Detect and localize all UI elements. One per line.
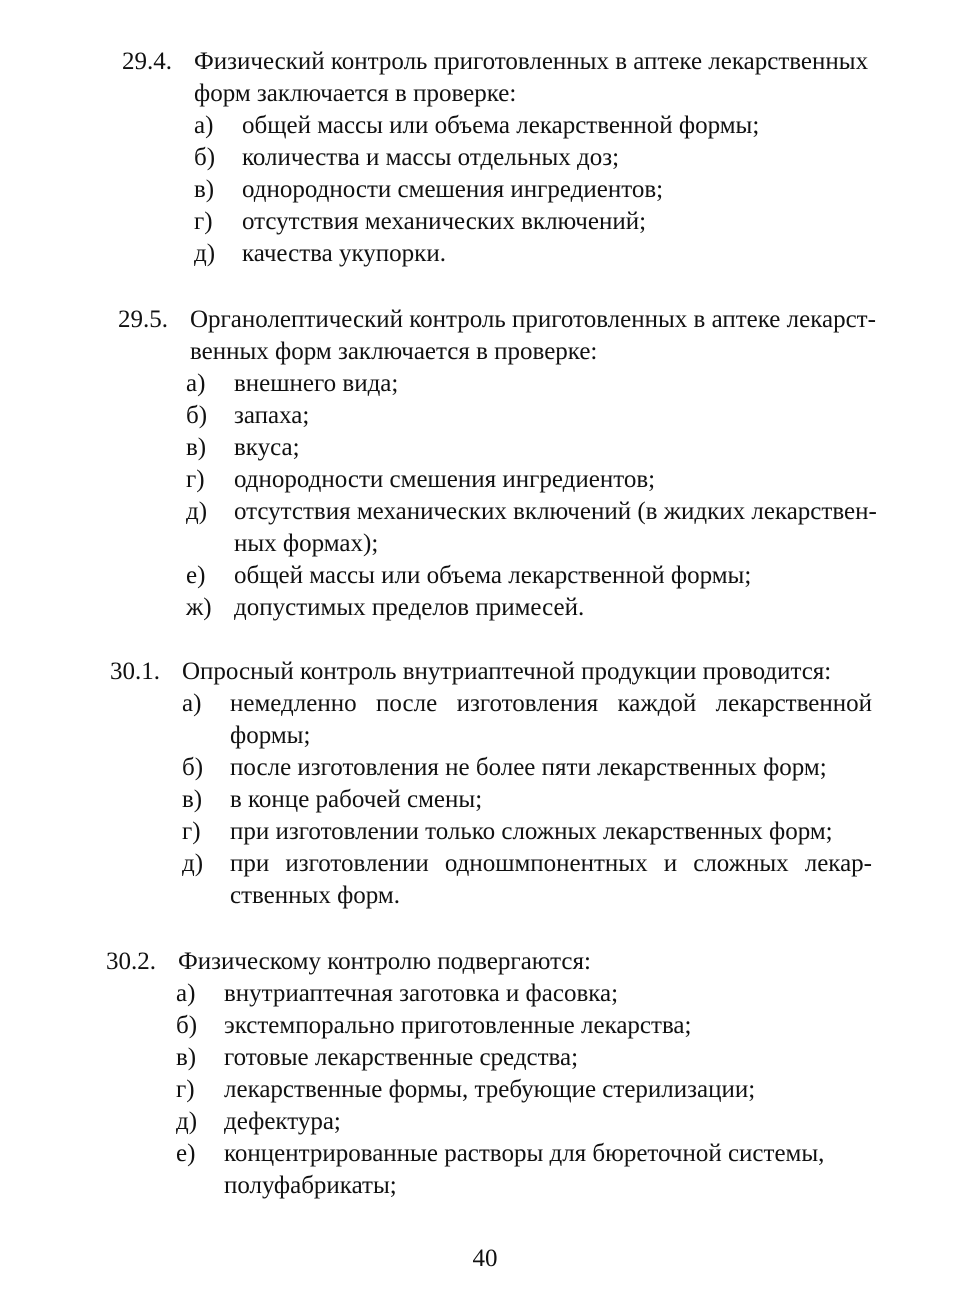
option-text: концентрированные растворы для бюреточной системы, полуфабрикаты; — [224, 1140, 825, 1199]
option-letter: в) — [186, 434, 207, 461]
answer-option — [194, 142, 882, 174]
option-letter: г) — [182, 818, 201, 845]
option-letter: а) — [176, 980, 196, 1007]
option-text: немедленно после изготовления каждой лекарственной формы; — [230, 690, 872, 749]
option-text: внешнего вида; — [234, 370, 399, 397]
answer-option — [194, 238, 882, 270]
option-letter: г) — [194, 208, 213, 235]
answer-option — [186, 592, 880, 624]
question-number: 30.2. — [106, 948, 156, 975]
answer-option — [176, 978, 868, 1010]
question-header — [118, 304, 880, 368]
option-text: внутриаптечная заготовка и фасовка; — [224, 980, 619, 1007]
option-letter: д) — [186, 498, 208, 525]
question-30-2 — [106, 946, 868, 1202]
option-letter: е) — [176, 1140, 196, 1167]
page-number: 40 — [472, 1245, 498, 1272]
option-text: однородности смешения ингредиентов; — [242, 176, 664, 203]
answer-option — [186, 368, 880, 400]
option-text: количества и массы отдельных доз; — [242, 144, 620, 171]
option-letter: а) — [194, 112, 214, 139]
option-letter: б) — [182, 754, 204, 781]
question-header — [122, 46, 882, 110]
option-text: готовые лекарственные средства; — [224, 1044, 579, 1071]
answer-option — [176, 1074, 868, 1106]
answer-option — [194, 206, 882, 238]
answer-option — [194, 174, 882, 206]
question-29-4 — [122, 46, 882, 270]
option-letter: е) — [186, 562, 206, 589]
option-text: при изготовлении одношмпонентных и сложных лекар-ственных форм. — [230, 850, 872, 909]
option-text: однородности смешения ингредиентов; — [234, 466, 656, 493]
question-number: 29.5. — [118, 306, 168, 333]
answer-option — [182, 784, 872, 816]
answer-option — [176, 1106, 868, 1138]
option-text: качества укупорки. — [242, 240, 446, 267]
answer-options — [182, 688, 872, 912]
answer-option — [182, 816, 872, 848]
answer-option — [182, 688, 872, 752]
option-letter: в) — [194, 176, 215, 203]
option-text: дефектура; — [224, 1108, 341, 1135]
option-text: допустимых пределов примесей. — [234, 594, 585, 621]
option-text: экстемпорально приготовленные лекарства; — [224, 1012, 692, 1039]
option-text: после изготовления не более пяти лекарственных форм; — [230, 754, 827, 781]
option-letter: б) — [186, 402, 208, 429]
answer-option — [194, 110, 882, 142]
option-letter: г) — [176, 1076, 195, 1103]
option-letter: ж) — [186, 594, 212, 621]
answer-options — [186, 368, 880, 624]
question-header — [110, 656, 872, 688]
answer-option — [186, 496, 880, 560]
answer-option — [176, 1010, 868, 1042]
answer-option — [186, 432, 880, 464]
answer-option — [176, 1042, 868, 1074]
option-letter: д) — [182, 850, 204, 877]
question-number: 30.1. — [110, 658, 160, 685]
option-text: отсутствия механических включений; — [242, 208, 647, 235]
option-text: отсутствия механических включений (в жидких лекарствен-ных формах); — [234, 498, 877, 557]
option-text: лекарственные формы, требующие стерилизации; — [224, 1076, 756, 1103]
option-text: общей массы или объема лекарственной формы; — [242, 112, 760, 139]
question-text: Физическому контролю подвергаются: — [178, 948, 591, 975]
option-letter: д) — [194, 240, 216, 267]
option-letter: в) — [182, 786, 203, 813]
option-letter: д) — [176, 1108, 198, 1135]
question-header — [106, 946, 868, 978]
question-number: 29.4. — [122, 48, 172, 75]
answer-options — [176, 978, 868, 1202]
option-text: в конце рабочей смены; — [230, 786, 483, 813]
option-text: вкуса; — [234, 434, 300, 461]
answer-option — [186, 560, 880, 592]
question-text: Органолептический контроль приготовленных в аптеке лекарст-венных форм заключается в проверке: — [190, 306, 876, 365]
option-text: при изготовлении только сложных лекарственных форм; — [230, 818, 833, 845]
option-letter: в) — [176, 1044, 197, 1071]
answer-option — [186, 464, 880, 496]
answer-option — [182, 752, 872, 784]
option-letter: г) — [186, 466, 205, 493]
answer-option — [176, 1138, 868, 1202]
option-letter: а) — [182, 690, 202, 717]
answer-option — [186, 400, 880, 432]
question-text: Физический контроль приготовленных в аптеке лекарственных форм заключается в проверке: — [194, 48, 869, 107]
answer-option — [182, 848, 872, 912]
option-letter: а) — [186, 370, 206, 397]
answer-options — [194, 110, 882, 270]
question-30-1 — [110, 656, 872, 912]
option-letter: б) — [176, 1012, 198, 1039]
option-text: запаха; — [234, 402, 310, 429]
question-text: Опросный контроль внутриаптечной продукции проводится: — [182, 658, 832, 685]
option-text: общей массы или объема лекарственной формы; — [234, 562, 752, 589]
option-letter: б) — [194, 144, 216, 171]
question-29-5 — [118, 304, 880, 624]
